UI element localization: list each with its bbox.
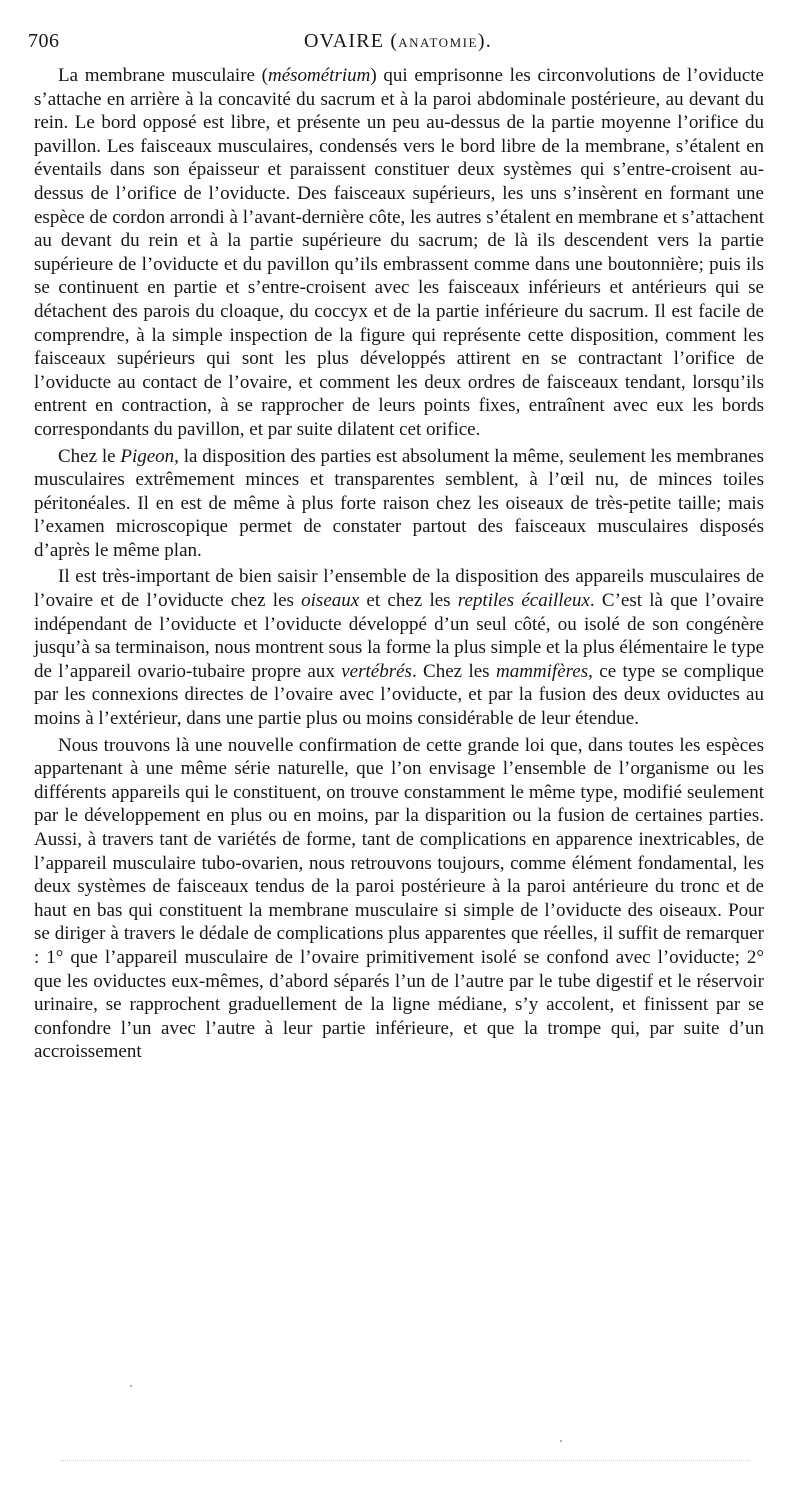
text-run: et chez les <box>359 590 458 612</box>
text-run: , la disposition des parties est absolument la même, seulement les membranes musculaires extrêmement minces et transparentes semblent, à l’œil nu, de minces toiles péritonéales. Il en est de même à plus forte raison chez les oiseaux de très-petite taille; mais l’examen microscopique permet de constater partout des faisceaux musculaires disposés d’après le même plan. <box>34 445 764 561</box>
italic-term: mammifères <box>495 660 589 682</box>
italic-term: reptiles écailleux <box>457 590 590 612</box>
text-run: ) qui emprisonne les circonvolutions de l’oviducte s’attache en arrière à la concavité du sacrum et à la paroi abdominale postérieure, au devant du rein. Le bord opposé est libre, et présente un peu au-dessus de la partie moyenne l’orifice du pavillon. Les faisceaux musculaires, condensés vers le bord libre de la membrane, s’étalent en éventails dans son épaisseur et paraissent constituer deux systèmes qui s’entre-croisent au-dessus de l’orifice de l’oviducte. Des faisceaux supérieurs, les uns s’insèrent en formant une espèce de cordon arrondi à l’avant-dernière côte, les autres s’étalent en membrane et s’attachent au devant du rein et à la partie supérieure du sacrum; de là ils descendent vers la partie supérieure de l’oviducte et du pavillon qu’ils embrassent comme dans une boutonnière; puis ils se continuent en partie et s’entre-croisent avec les faisceaux inférieurs et antérieurs qui se détachent des parois du cloaque, du coccyx et de la partie inférieure du sacrum. Il est facile de comprendre, à la simple inspection de la figure qui représente cette disposition, comment les faisceaux supérieurs qui sont les plus développés attirent en se contractant l’orifice de l’oviducte au contact de l’ovaire, et comment les deux ordres de faisceaux tendant, lorsqu’ils entrent en contraction, à se rapprocher de leurs points fixes, entraînent avec eux les bords correspondants du pavillon, et par suite dilatent cet orifice. <box>34 65 764 440</box>
running-title-open: ( <box>384 30 399 52</box>
page-number: 706 <box>28 30 60 52</box>
running-title-main: OVAIRE <box>304 30 385 52</box>
text-run: . C’est là que l’ovaire indépendant de l’oviducte et l’oviducte développé d’un seul côté, ou isolé de son congénère jusqu’à sa terminaison, nous montrent sous la forme la plus simple et la plus élémentaire le type de l’appareil ovario-tubaire propre aux <box>34 590 764 682</box>
paragraph-pigeon <box>34 445 764 563</box>
italic-term: oiseaux <box>301 590 360 612</box>
paragraph-loi <box>34 734 764 1064</box>
text-run: , ce type se complique par les connexions directes de l’ovaire avec l’oviducte, et par la fusion des deux oviductes au moins à l’extérieur, dans une partie plus ou moins considérable de leur étendue. <box>34 660 764 730</box>
italic-term: vertébrés <box>341 660 412 682</box>
page-header <box>28 26 768 56</box>
paper-speck <box>130 1385 132 1387</box>
paper-speck <box>560 1440 562 1442</box>
text-run: Nous trouvons là une nouvelle confirmation de cette grande loi que, dans toutes les espèces appartenant à une même série naturelle, que l’on envisage l’ensemble de l’organisme ou les différents appareils qui le constituent, on trouve constamment le même type, modifié seulement par le développement en plus ou en moins, par la disparition ou la fusion de certaines parties. Aussi, à travers tant de variétés de forme, tant de complications en apparence inextricables, de l’appareil musculaire tubo-ovarien, nous retrouvons toujours, comme élément fondamental, les deux systèmes de faisceaux tendus de la paroi postérieure à la paroi antérieure du tronc et de haut en bas qui constituent la membrane musculaire si simple de l’oviducte des oiseaux. Pour se diriger à travers le dédale de complications plus apparentes que réelles, il suffit de remarquer : 1° que l’appareil musculaire de l’ovaire primitivement isolé se confond avec l’oviducte; 2° que les oviductes eux-mêmes, d’abord séparés l’un de l’autre par le tube digestif et le réservoir urinaire, se rapprochent graduellement de la ligne médiane, s’y accolent, et finissent par se confondre l’un avec l’autre à leur partie inférieure, et que la trompe qui, par suite d’un accroissement <box>34 734 764 1063</box>
italic-term: mésométrium <box>267 65 371 86</box>
bleed-through-line <box>60 1460 750 1462</box>
body-text <box>34 64 764 1064</box>
italic-term: Pigeon <box>120 445 175 467</box>
text-run: Il est très-important de bien saisir l’ensemble de la disposition des appareils musculaires de l’ovaire et de l’oviducte chez les <box>34 566 764 612</box>
paragraph-membrane <box>34 64 764 442</box>
text-run: La membrane musculaire ( <box>58 65 268 86</box>
running-title-subject: ANATOMIE <box>398 35 478 50</box>
running-title-close: ). <box>477 30 492 52</box>
paragraph-ensemble <box>34 565 764 730</box>
running-title <box>28 30 768 53</box>
text-run: Chez le <box>58 445 121 467</box>
text-run: . Chez les <box>411 660 496 682</box>
